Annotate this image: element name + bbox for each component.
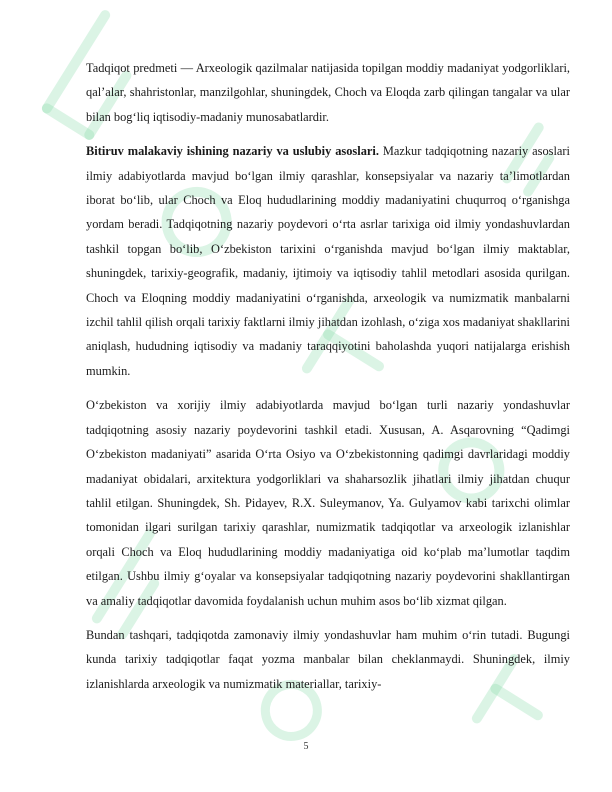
paragraph-text: Bundan tashqari, tadqiqotda zamonaviy ilmiy yondashuvlar ham muhim o‘rin tutadi. Bugungi kunda tarixiy tadqiqotlar faqat yozma manbalar bilan cheklanmaydi. Shuningdek, ilmiy izlanishlarda arxeologik va numizmatik materiallar, tarixiy- <box>86 627 570 691</box>
paragraph-theoretical-basis <box>86 139 570 383</box>
paragraph-text: Mazkur tadqiqotning nazariy asoslari ilmiy adabiyotlarda mavjud bo‘lgan ilmiy qarashlar, konsepsiyalar va nazariy ta’limotlardan iborat bo‘lib, ular Choch va Eloq hududlarining moddiy madaniyatini chuqurroq o‘rganishga yordam beradi. Tadqiqotning nazariy poydevori o‘rta asrlar tarixiga oid ilmiy yondashuvlardan tashkil topgan bo‘lib, O‘zbekiston tarixini o‘rganishda mavjud bo‘lgan ilmiy maktablar, shuningdek, tarixiy-geografik, madaniy, ijtimoiy va iqtisodiy tahlil metodlari asosida qurilgan. Choch va Eloqning moddiy madaniyatini o‘rganishda, arxeologik va numizmatik manbalarni izchil tahlil qilish orqali tarixiy faktlarni ilmiy jihatdan izohlash, o‘ziga xos madaniyat shakllarini aniqlash, hududning iqtisodiy va madaniy taraqqiyotini baholashda yuqori natijalarga erishish mumkin. <box>86 144 570 378</box>
paragraph-text: O‘zbekiston va xorijiy ilmiy adabiyotlarda mavjud bo‘lgan turli nazariy yondashuvlar tadqiqotning asosiy nazariy poydevorini tashkil etadi. Xususan, A. Asqarovning “Qadimgi O‘zbekiston madaniyati” asarida O‘rta Osiyo va O‘zbekistonning qadimgi davrlaridagi moddiy madaniyat obidalari, arxitektura yodgorliklari va shaharsozlik jihatlari ilmiy jihatdan chuqur tahlil etilgan. Shuningdek, Sh. Pidayev, R.X. Suleymanov, Ya. Gulyamov kabi tarixchi olimlar tomonidan ilgari surilgan tarixiy qarashlar, numizmatik tadqiqotlar va arxeologik izlanishlar orqali Choch va Eloq hududlarining moddiy madaniyatiga oid ko‘plab ma’lumotlar taqdim etilgan. Ushbu ilmiy g‘oyalar va konsepsiyalar tadqiqotning nazariy poydevorini shakllantirgan va amaliy tadqiqotlar davomida foydalanish uchun muhim asos bo‘lib xizmat qilgan. <box>86 398 570 608</box>
paragraph-text: Tadqiqot predmeti — Arxeologik qazilmalar natijasida topilgan moddiy madaniyat yodgorliklari, qal’alar, shahristonlar, manzilgohlar, shuningdek, Choch va Eloqda zarb qilingan tangalar va ular bilan bog‘liq iqtisodiy-madaniy munosabatlardir. <box>86 61 570 124</box>
paragraph-literature-review <box>86 393 570 613</box>
paragraph-lead: Bitiruv malakaviy ishining nazariy va uslubiy asoslari. <box>86 144 379 159</box>
paragraph-modern-approaches <box>86 623 570 696</box>
paragraph-research-subject <box>86 56 570 129</box>
document-body <box>86 56 570 706</box>
page-number: 5 <box>303 741 309 752</box>
